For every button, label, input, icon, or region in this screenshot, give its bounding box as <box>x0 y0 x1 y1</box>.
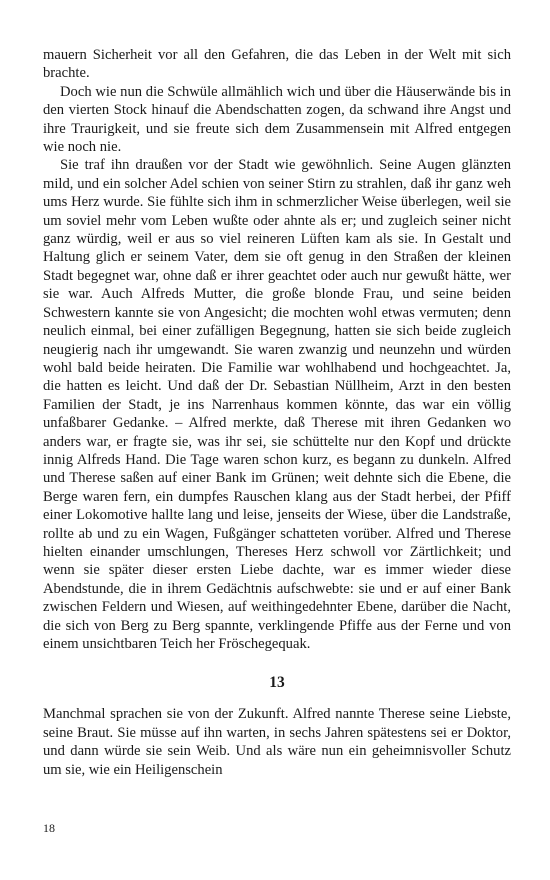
paragraph: Doch wie nun die Schwüle allmählich wich und über die Häuserwände bis in den vierten Stock hinauf die Abendschatten zogen, da schwand ihre Angst und ihre Traurigkeit, und sie freute sich dem Zusammensein mit Alfred entgegen wie noch nie. <box>43 83 511 156</box>
paragraph: Sie traf ihn draußen vor der Stadt wie gewöhnlich. Seine Augen glänzten mild, und ein solcher Adel schien von seiner Stirn zu strahlen, daß ihr ganz weh ums Herz wurde. Sie fühlte sich ihm in schmerzlicher Weise überlegen, weil sie um soviel mehr vom Leben wußte oder ahnte als er; und zugleich seiner nicht ganz würdig, weil er aus so viel reineren Lüften kam als sie. In Gestalt und Haltung glich er seinem Vater, dem sie oft genug in den Straßen der kleinen Stadt begegnet war, ohne daß er ihrer geachtet oder auch nur gewußt hätte, wer sie war. Auch Alfreds Mutter, die große blonde Frau, und seine beiden Schwestern kannte sie von Angesicht; die mochten wohl etwas vermuten; denn neulich einmal, bei einer zufälligen Begegnung, hatten sie sich beide zugleich neugierig nach ihr umgewandt. Sie waren zwanzig und neunzehn und würden wohl bald beide heiraten. Die Familie war wohlhabend und hochgeachtet. Ja, die hatten es leicht. Und daß der Dr. Sebastian Nüllheim, Arzt in den besten Familien der Stadt, je ins Narrenhaus kommen könnte, das war ein völlig unfaßbarer Gedanke. – Alfred merkte, daß Therese mit ihren Gedanken wo anders war, er fragte sie, was ihr sei, sie schüttelte nur den Kopf und drückte innig Alfreds Hand. Die Tage waren schon kurz, es begann zu dunkeln. Alfred und Therese saßen auf einer Bank im Grünen; weit dehnte sich die Ebene, die Berge waren fern, ein dumpfes Rauschen klang aus der Stadt herbei, der Pfiff einer Lokomotive hallte lang und leise, jenseits der Wiese, über die Landstraße, rollte ab und zu ein Wagen, Fußgänger schatteten vorüber. Alfred und Therese hielten einander umschlungen, Thereses Herz schwoll vor Zärtlichkeit; und wenn sie später dieser ersten Liebe dachte, war es immer wieder diese Abendstunde, die in ihrem Gedächtnis aufschwebte: sie und er auf einer Bank zwischen Feldern und Wiesen, auf weithingedehnter Ebene, darüber die Nacht, die sich von Berg zu Berg spannte, verklingende Pfiffe aus der Ferne und von einem unsichtbaren Teich her Fröschegequak. <box>43 157 511 652</box>
page-number: 18 <box>43 821 55 835</box>
chapter-heading: 13 <box>269 674 285 692</box>
paragraph-continued: mauern Sicherheit vor all den Gefahren, die das Leben in der Welt mit sich brachte. <box>43 47 511 82</box>
paragraph: Manchmal sprachen sie von der Zukunft. Alfred nannte Therese seine Liebste, seine Braut. Sie müsse auf ihn warten, in sechs Jahren spätestens sei er Doktor, und dann würde sie sein Weib. Und als wäre nun ein geheimnisvoller Schutz um sie, wie ein Heiligenschein <box>43 706 511 778</box>
page-body <box>43 46 511 779</box>
